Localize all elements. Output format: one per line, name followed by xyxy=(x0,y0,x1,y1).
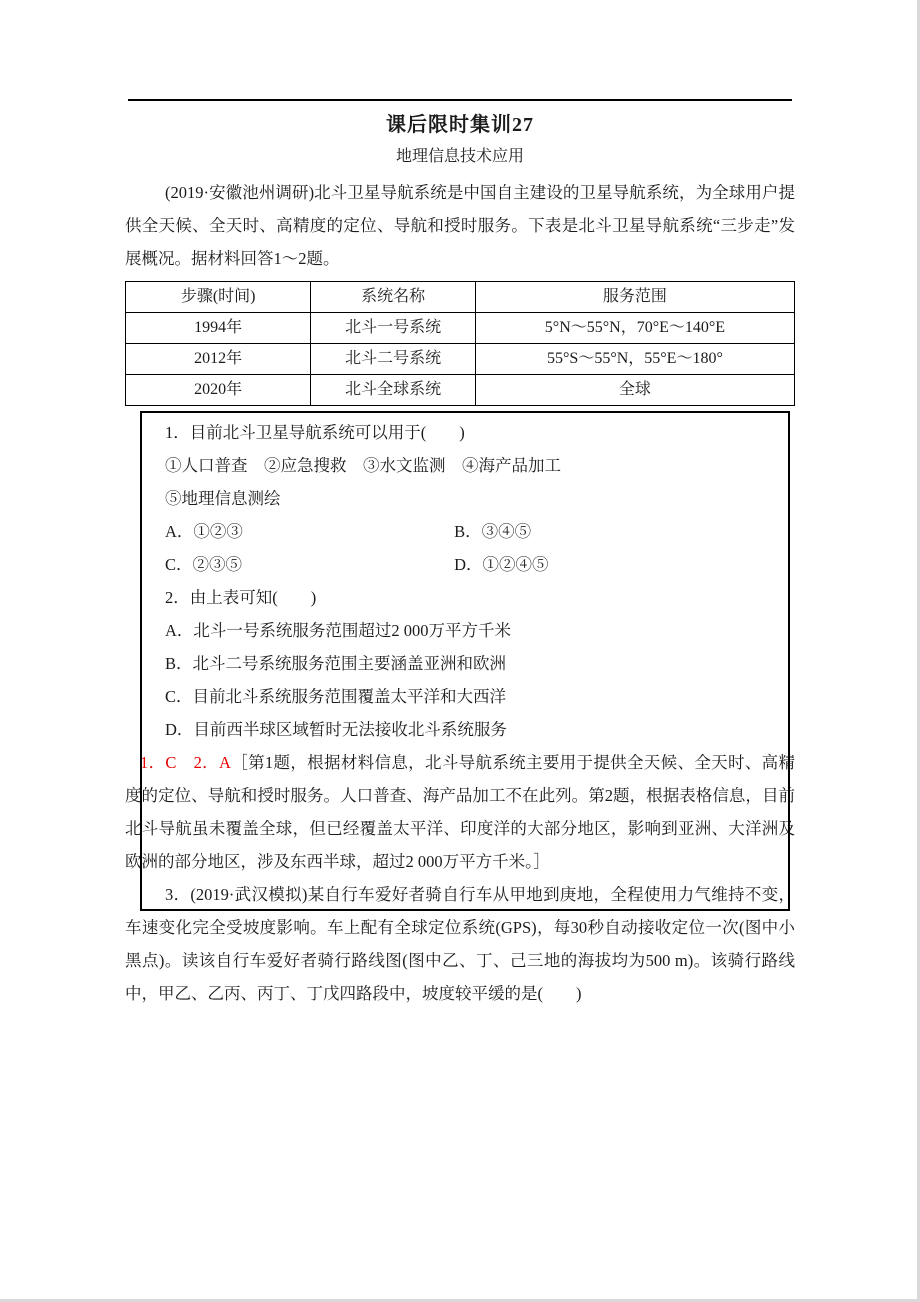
q2-option-b: B．北斗二号系统服务范围主要涵盖亚洲和欧洲 xyxy=(165,654,507,673)
q1-option-c: C．②③⑤ xyxy=(165,555,243,574)
cell-year: 2020年 xyxy=(126,375,311,406)
table-header-row xyxy=(126,282,795,313)
q2-option-a: A．北斗一号系统服务范围超过2 000万平方千米 xyxy=(165,621,512,640)
table-row xyxy=(126,344,795,375)
q2-option-d: D．目前西半球区域暂时无法接收北斗系统服务 xyxy=(165,720,507,739)
question-1-options-ab xyxy=(125,515,795,548)
questions-section xyxy=(125,416,795,1010)
question-1-options-cd xyxy=(125,548,795,581)
cell-system: 北斗全球系统 xyxy=(311,375,476,406)
cell-system: 北斗一号系统 xyxy=(311,313,476,344)
page-title: 课后限时集训27 xyxy=(386,114,534,136)
table-header-range: 服务范围 xyxy=(475,282,794,313)
question-1-stem: 1．目前北斗卫星导航系统可以用于( ) xyxy=(165,423,465,442)
table-row xyxy=(126,313,795,344)
q1-option-a: A．①②③ xyxy=(165,522,243,541)
question-1-items-line2: ⑤地理信息测绘 xyxy=(165,489,281,508)
answer-key: 1．C 2．A xyxy=(140,753,231,772)
answer-paragraph xyxy=(125,746,795,878)
cell-range: 全球 xyxy=(475,375,794,406)
q1-option-d: D．①②④⑤ xyxy=(454,555,549,574)
cell-year: 1994年 xyxy=(126,313,311,344)
table-header-step: 步骤(时间) xyxy=(126,282,311,313)
q2-option-c: C．目前北斗系统服务范围覆盖太平洋和大西洋 xyxy=(165,687,507,706)
document-body xyxy=(125,176,795,1010)
question-3: 3．(2019·武汉模拟)某自行车爱好者骑自行车从甲地到庚地，全程使用力气维持不变，车速变化完全受坡度影响。车上配有全球定位系统(GPS)，每30秒自动接收定位一次(图中小黑点)。读该自行车爱好者骑行路线图(图中乙、丁、己三地的海拔均为500 m)。该骑行路线中，甲乙、乙丙、丙丁、丁戊四路段中，坡度较平缓的是( ) xyxy=(125,885,795,1003)
cell-range: 5°N～55°N，70°E～140°E xyxy=(475,313,794,344)
cell-range: 55°S～55°N，55°E～180° xyxy=(475,344,794,375)
header-rule xyxy=(128,99,792,101)
answer-explanation: ［第1题，根据材料信息，北斗导航系统主要用于提供全天候、全天时、高精度的定位、导航和授时服务。人口普查、海产品加工不在此列。第2题，根据表格信息，目前北斗导航虽未覆盖全球，但已经覆盖太平洋、印度洋的大部分地区，影响到亚洲、大洋洲及欧洲的部分地区，涉及东西半球，超过2 000万平方千米。］ xyxy=(125,753,796,871)
q1-option-b: B．③④⑤ xyxy=(454,522,532,541)
cell-year: 2012年 xyxy=(126,344,311,375)
cell-system: 北斗二号系统 xyxy=(311,344,476,375)
question-2-stem: 2．由上表可知( ) xyxy=(165,588,317,607)
table-header-name: 系统名称 xyxy=(311,282,476,313)
page-subtitle: 地理信息技术应用 xyxy=(395,148,524,165)
beidou-systems-table xyxy=(125,281,795,406)
table-row xyxy=(126,375,795,406)
intro-paragraph: (2019·安徽池州调研)北斗卫星导航系统是中国自主建设的卫星导航系统，为全球用户提供全天候、全天时、高精度的定位、导航和授时服务。下表是北斗卫星导航系统“三步走”发展概况。据材料回答1～2题。 xyxy=(125,183,795,268)
question-1-items-line1: ①人口普查 ②应急搜救 ③水文监测 ④海产品加工 xyxy=(165,456,561,475)
